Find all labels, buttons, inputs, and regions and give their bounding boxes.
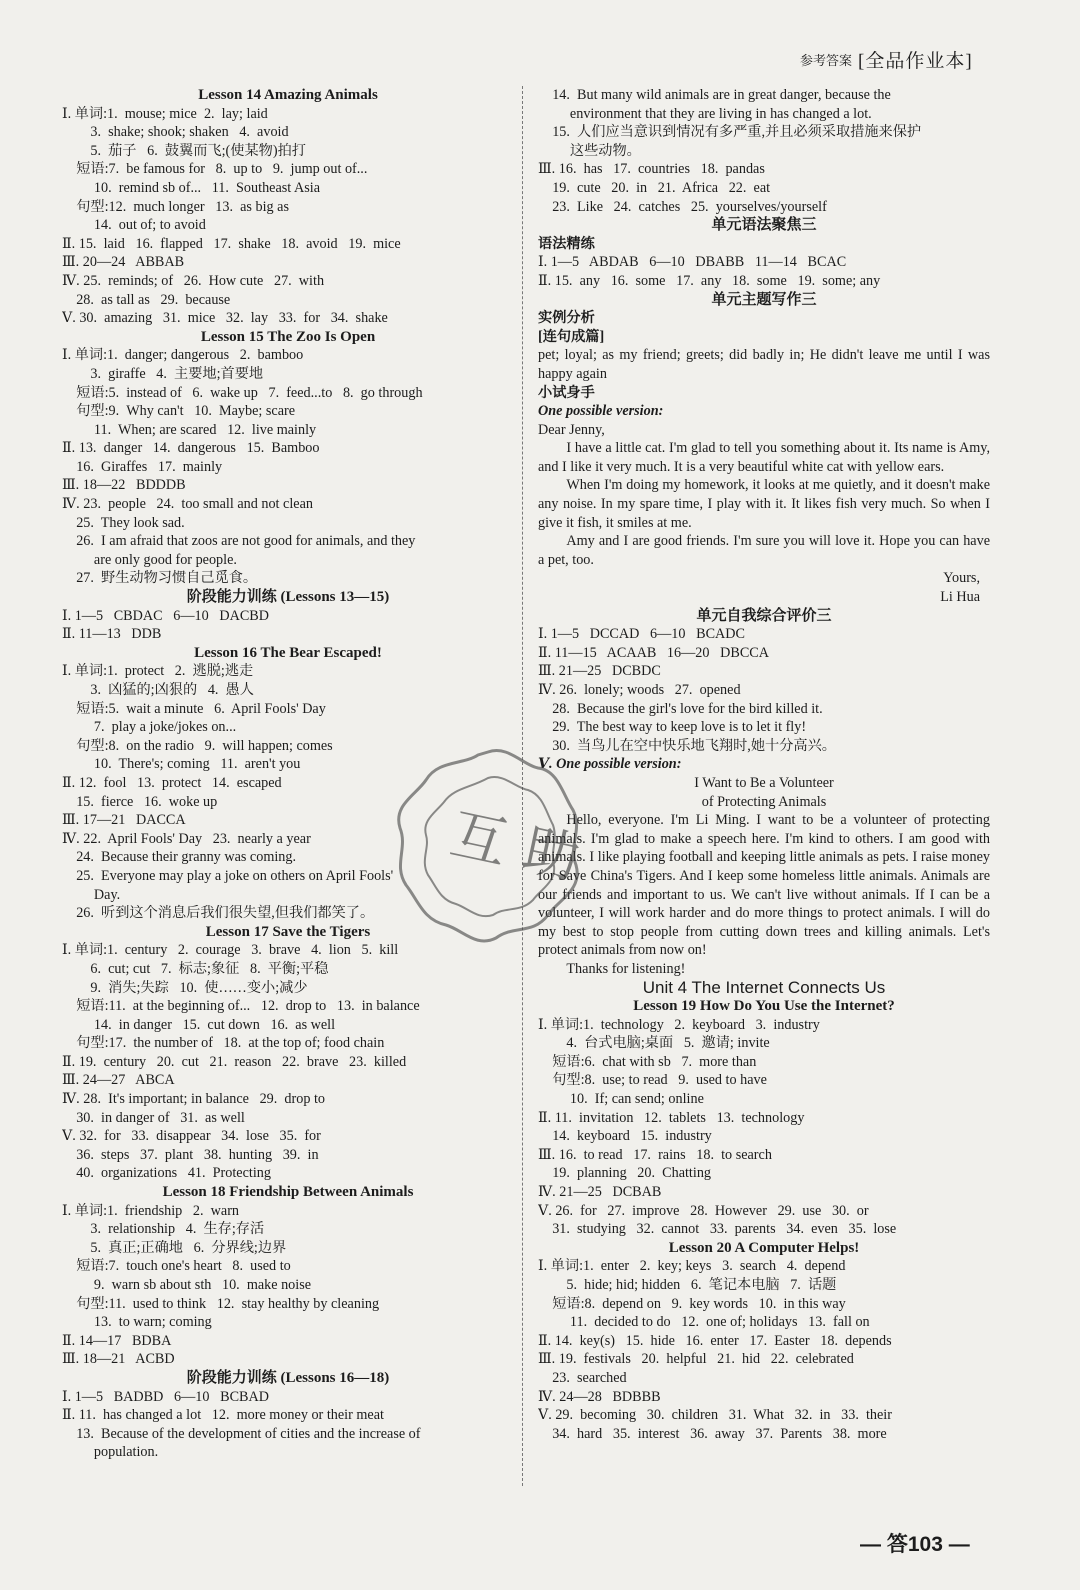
section-heading: 单元语法聚焦三 xyxy=(711,217,817,234)
answer-line: Ⅲ. 16. has 17. countries 18. pandas xyxy=(538,161,765,178)
subsection-label: 实例分析 xyxy=(538,310,595,327)
answer-line: Ⅲ. 18—22 BDDDB xyxy=(62,477,186,494)
answer-line: Ⅰ. 单词:1. protect 2. 逃脱;逃走 xyxy=(62,663,254,680)
answer-line: Ⅴ. 29. becoming 30. children 31. What 32. in 33. their xyxy=(538,1407,892,1424)
version-label: Ⅴ. One possible version: xyxy=(538,756,682,773)
answer-line: Ⅳ. 23. people 24. too small and not clean xyxy=(62,496,313,513)
subsection-label: [连句成篇] xyxy=(538,328,605,345)
answer-line: 10. remind sb of... 11. Southeast Asia xyxy=(62,179,320,196)
answer-line: 短语:5. wait a minute 6. April Fools' Day xyxy=(62,700,326,717)
answer-line: 16. Giraffes 17. mainly xyxy=(62,458,223,475)
answer-line: Ⅴ. 30. amazing 31. mice 32. lay 33. for 34. shake xyxy=(62,310,388,327)
answer-line: Ⅳ. 22. April Fools' Day 23. nearly a year xyxy=(62,830,311,847)
answer-line: Ⅰ. 单词:1. enter 2. key; keys 3. search 4. depend xyxy=(538,1258,846,1275)
answer-line: 短语:11. at the beginning of... 12. drop to 13. in balance xyxy=(62,998,420,1015)
answer-line: 36. steps 37. plant 38. hunting 39. in xyxy=(62,1146,319,1163)
answer-line: 23. searched xyxy=(538,1369,627,1386)
answer-line: 11. When; are scared 12. live mainly xyxy=(62,421,317,438)
answer-line: Ⅱ. 15. any 16. some 17. any 18. some 19. some; any xyxy=(538,272,881,289)
answer-line: Ⅰ. 单词:1. technology 2. keyboard 3. industry xyxy=(538,1016,820,1033)
answer-line: Ⅰ. 单词:1. danger; dangerous 2. bamboo xyxy=(62,347,304,364)
answer-line: 24. Because their granny was coming. xyxy=(62,849,297,866)
answer-paragraph: I have a little cat. I'm glad to tell you something about it. Its name is Amy, and I like it very much. It is a very beautiful white cat with yellow ears. xyxy=(538,440,990,475)
answer-line: 13. Because of the development of cities and the increase of xyxy=(62,1425,421,1442)
answer-line: 30. 当鸟儿在空中快乐地飞翔时,她十分高兴。 xyxy=(538,737,836,754)
answer-line: Ⅲ. 16. to read 17. rains 18. to search xyxy=(538,1146,772,1163)
answer-line: 15. fierce 16. woke up xyxy=(62,793,218,810)
brand-name: 全品作业本 xyxy=(865,51,966,72)
answer-line: 25. Everyone may play a joke on others on April Fools' xyxy=(62,867,394,884)
answer-line: 4. 台式电脑;桌面 5. 邀请; invite xyxy=(538,1035,770,1052)
answer-line: 3. shake; shook; shaken 4. avoid xyxy=(62,124,289,141)
section-heading: 阶段能力训练 (Lessons 13—15) xyxy=(186,589,390,606)
answer-line: 短语:8. depend on 9. key words 10. in this way xyxy=(538,1295,846,1312)
answer-line: Ⅴ. 26. for 27. improve 28. However 29. use 30. or xyxy=(538,1202,869,1219)
svg-text:互 助: 互 助 xyxy=(444,801,586,893)
answer-line: 句型:8. on the radio 9. will happen; comes xyxy=(62,737,333,754)
answer-line: 句型:17. the number of 18. at the top of; food chain xyxy=(62,1035,385,1052)
answer-line: 3. 凶猛的;凶狠的 4. 愚人 xyxy=(62,682,254,698)
subsection-label: 语法精练 xyxy=(538,235,595,252)
answer-line: 19. cute 20. in 21. Africa 22. eat xyxy=(538,179,771,196)
right-column xyxy=(538,86,990,1443)
answer-line: Ⅲ. 17—21 DACCA xyxy=(62,812,186,829)
answer-line: Ⅰ. 单词:1. friendship 2. warn xyxy=(62,1202,240,1219)
answer-line: 9. 消失;失踪 10. 使……变小;减少 xyxy=(62,979,308,996)
answer-line: 23. Like 24. catches 25. yourselves/yourself xyxy=(538,198,827,215)
answer-line: Ⅳ. 26. lonely; woods 27. opened xyxy=(538,682,741,698)
answer-line: 14. in danger 15. cut down 16. as well xyxy=(62,1016,336,1033)
answer-line: 15. 人们应当意识到情况有多严重,并且必须采取措施来保护 xyxy=(538,124,922,141)
answer-line: 7. play a joke/jokes on... xyxy=(62,719,237,736)
section-heading: 阶段能力训练 (Lessons 16—18) xyxy=(186,1369,390,1386)
left-column xyxy=(62,86,514,1462)
answer-line: 26. 听到这个消息后我们很失望,但我们都笑了。 xyxy=(62,905,375,922)
header-label: 参考答案 xyxy=(800,53,853,68)
answer-line: Ⅱ. 13. danger 14. dangerous 15. Bamboo xyxy=(62,440,320,457)
answer-line: Ⅳ. 28. It's important; in balance 29. drop to xyxy=(62,1091,325,1108)
answer-line: 13. to warn; coming xyxy=(62,1314,212,1331)
answer-line: 34. hard 35. interest 36. away 37. Parents 38. more xyxy=(538,1425,887,1442)
signature-line: Yours, xyxy=(943,570,980,587)
section-heading: 单元自我综合评价三 xyxy=(696,607,832,624)
answer-paragraph: When I'm doing my homework, it looks at me quietly, and it doesn't make any noise. In my spare time, I play with it. It likes fish very much. So when I give it fish, it smiles at me. xyxy=(538,477,990,531)
answer-line: Ⅲ. 20—24 ABBAB xyxy=(62,254,185,271)
answer-line: are only good for people. xyxy=(62,551,237,568)
signature-line: Li Hua xyxy=(940,589,980,606)
answer-line: Ⅳ. 25. reminds; of 26. How cute 27. with xyxy=(62,272,325,289)
lesson-heading: Lesson 17 Save the Tigers xyxy=(205,923,371,940)
answer-line: 19. planning 20. Chatting xyxy=(538,1165,712,1182)
answer-line: Ⅳ. 24—28 BDBBB xyxy=(538,1388,661,1405)
answer-line: Ⅰ. 单词:1. mouse; mice 2. lay; laid xyxy=(62,105,268,122)
answer-line: 9. warn sb about sth 10. make noise xyxy=(62,1277,312,1293)
answer-line: Ⅲ. 24—27 ABCA xyxy=(62,1072,175,1089)
answer-line: Ⅱ. 12. fool 13. protect 14. escaped xyxy=(62,774,282,791)
essay-title-line: of Protecting Animals xyxy=(701,793,827,810)
answer-line: 14. But many wild animals are in great danger, because the xyxy=(538,87,891,103)
answer-line: Ⅲ. 21—25 DCBDC xyxy=(538,663,661,680)
lesson-heading: Lesson 18 Friendship Between Animals xyxy=(162,1184,414,1201)
column-divider xyxy=(522,86,524,1486)
answer-line: 26. I am afraid that zoos are not good for animals, and they xyxy=(62,533,416,550)
answer-paragraph: Hello, everyone. I'm Li Ming. I want to be a volunteer of protecting animals. I'm glad to make a speech here. I'm kind to others. I am good with animals. I like playing football and keeping little animals as pets. I raise money for Save China's Tigers. And I keep some homeless little animals. Animals are our friends and important to us. We can't live without animals. If I can be a volunteer, I will work harder and do more things to protect animals. I will do my best to stop people from cutting down trees and killing animals. Let's protect animals from now on! xyxy=(538,812,990,959)
section-heading: 单元主题写作三 xyxy=(711,291,817,308)
answer-line: Dear Jenny, xyxy=(538,421,605,438)
answer-line: Ⅱ. 11. has changed a lot 12. more money or their meat xyxy=(62,1407,384,1424)
answer-line: Ⅱ. 19. century 20. cut 21. reason 22. brave 23. killed xyxy=(62,1053,407,1070)
answer-line: 10. There's; coming 11. aren't you xyxy=(62,756,301,773)
answer-line: 句型:12. much longer 13. as big as xyxy=(62,198,289,215)
answer-line: 句型:9. Why can't 10. Maybe; scare xyxy=(62,403,296,420)
lesson-heading: Lesson 19 How Do You Use the Internet? xyxy=(633,998,895,1015)
answer-line: 29. The best way to keep love is to let it fly! xyxy=(538,719,807,736)
answer-line: 40. organizations 41. Protecting xyxy=(62,1165,271,1182)
answer-line: Ⅱ. 14. key(s) 15. hide 16. enter 17. Easter 18. depends xyxy=(538,1332,892,1349)
answer-line: Ⅰ. 单词:1. century 2. courage 3. brave 4. lion 5. kill xyxy=(62,942,399,959)
subsection-label: 小试身手 xyxy=(538,384,595,401)
answer-line: Ⅳ. 21—25 DCBAB xyxy=(538,1184,662,1201)
answer-line: environment that they are living in has changed a lot. xyxy=(538,105,872,122)
answer-line: Ⅱ. 15. laid 16. flapped 17. shake 18. avoid 19. mice xyxy=(62,235,401,252)
answer-line: Ⅰ. 1—5 BADBD 6—10 BCBAD xyxy=(62,1388,270,1405)
unit-heading: Unit 4 The Internet Connects Us xyxy=(642,977,886,997)
answer-line: 10. If; can send; online xyxy=(538,1091,704,1108)
answer-line: 6. cut; cut 7. 标志;象征 8. 平衡;平稳 xyxy=(62,960,329,977)
answer-line: 短语:6. chat with sb 7. more than xyxy=(538,1053,757,1070)
answer-line: 3. relationship 4. 生存;存活 xyxy=(62,1221,265,1238)
answer-line: 27. 野生动物习惯自己觅食。 xyxy=(62,570,258,587)
answer-line: 11. decided to do 12. one of; holidays 13. fall on xyxy=(538,1314,870,1331)
answer-line: 31. studying 32. cannot 33. parents 34. even 35. lose xyxy=(538,1221,897,1238)
answer-line: 句型:11. used to think 12. stay healthy by cleaning xyxy=(62,1295,380,1312)
answer-line: 28. as tall as 29. because xyxy=(62,291,231,308)
answer-line: 5. hide; hid; hidden 6. 笔记本电脑 7. 话题 xyxy=(538,1277,837,1293)
answer-line: 短语:7. touch one's heart 8. used to xyxy=(62,1258,291,1275)
answer-line: Ⅰ. 1—5 CBDAC 6—10 DACBD xyxy=(62,607,270,624)
answer-line: 短语:7. be famous for 8. up to 9. jump out of... xyxy=(62,161,368,178)
answer-line: Ⅱ. 11. invitation 12. tablets 13. technology xyxy=(538,1109,805,1126)
answer-line: Ⅰ. 1—5 ABDAB 6—10 DBABB 11—14 BCAC xyxy=(538,254,847,271)
page-number: — 答103 — xyxy=(860,1533,970,1556)
lesson-heading: Lesson 20 A Computer Helps! xyxy=(668,1239,860,1256)
page-header xyxy=(800,46,973,73)
answer-paragraph: pet; loyal; as my friend; greets; did badly in; He didn't leave me until I was happy again xyxy=(538,347,990,382)
answer-paragraph: Thanks for listening! xyxy=(566,960,686,977)
answer-line: 句型:8. use; to read 9. used to have xyxy=(538,1072,767,1089)
version-label: One possible version: xyxy=(538,403,664,420)
answer-line: 5. 真正;正确地 6. 分界线;边界 xyxy=(62,1239,287,1256)
lesson-heading: Lesson 15 The Zoo Is Open xyxy=(200,328,376,345)
answer-paragraph: Amy and I are good friends. I'm sure you will love it. Hope you can have a pet, too. xyxy=(538,533,990,568)
answer-line: 短语:5. instead of 6. wake up 7. feed...to 8. go through xyxy=(62,384,423,401)
answer-line: Ⅲ. 19. festivals 20. helpful 21. hid 22. celebrated xyxy=(538,1351,854,1368)
header-brand: [全品作业本] xyxy=(858,51,973,72)
answer-line: Ⅲ. 18—21 ACBD xyxy=(62,1351,175,1368)
answer-line: 5. 茄子 6. 鼓翼而飞;(使某物)拍打 xyxy=(62,142,306,159)
answer-line: 30. in danger of 31. as well xyxy=(62,1109,245,1126)
essay-title-line: I Want to Be a Volunteer xyxy=(694,774,834,791)
answer-line: population. xyxy=(62,1444,159,1461)
answer-line: 28. Because the girl's love for the bird killed it. xyxy=(538,700,823,717)
answer-line: Ⅱ. 14—17 BDBA xyxy=(62,1332,172,1349)
answer-line: 14. keyboard 15. industry xyxy=(538,1128,712,1145)
answer-line: 25. They look sad. xyxy=(62,514,185,531)
answer-line: 3. giraffe 4. 主要地;首要地 xyxy=(62,365,264,382)
answer-line: Ⅱ. 11—13 DDB xyxy=(62,626,162,643)
answer-line: Ⅱ. 11—15 ACAAB 16—20 DBCCA xyxy=(538,644,770,661)
answer-line: 这些动物。 xyxy=(538,142,641,159)
lesson-heading: Lesson 16 The Bear Escaped! xyxy=(194,644,382,661)
answer-line: Ⅰ. 1—5 DCCAD 6—10 BCADC xyxy=(538,626,746,643)
lesson-heading: Lesson 14 Amazing Animals xyxy=(198,87,378,103)
answer-line: 14. out of; to avoid xyxy=(62,217,206,234)
answer-line: Day. xyxy=(62,886,121,903)
answer-line: Ⅴ. 32. for 33. disappear 34. lose 35. for xyxy=(62,1128,321,1145)
